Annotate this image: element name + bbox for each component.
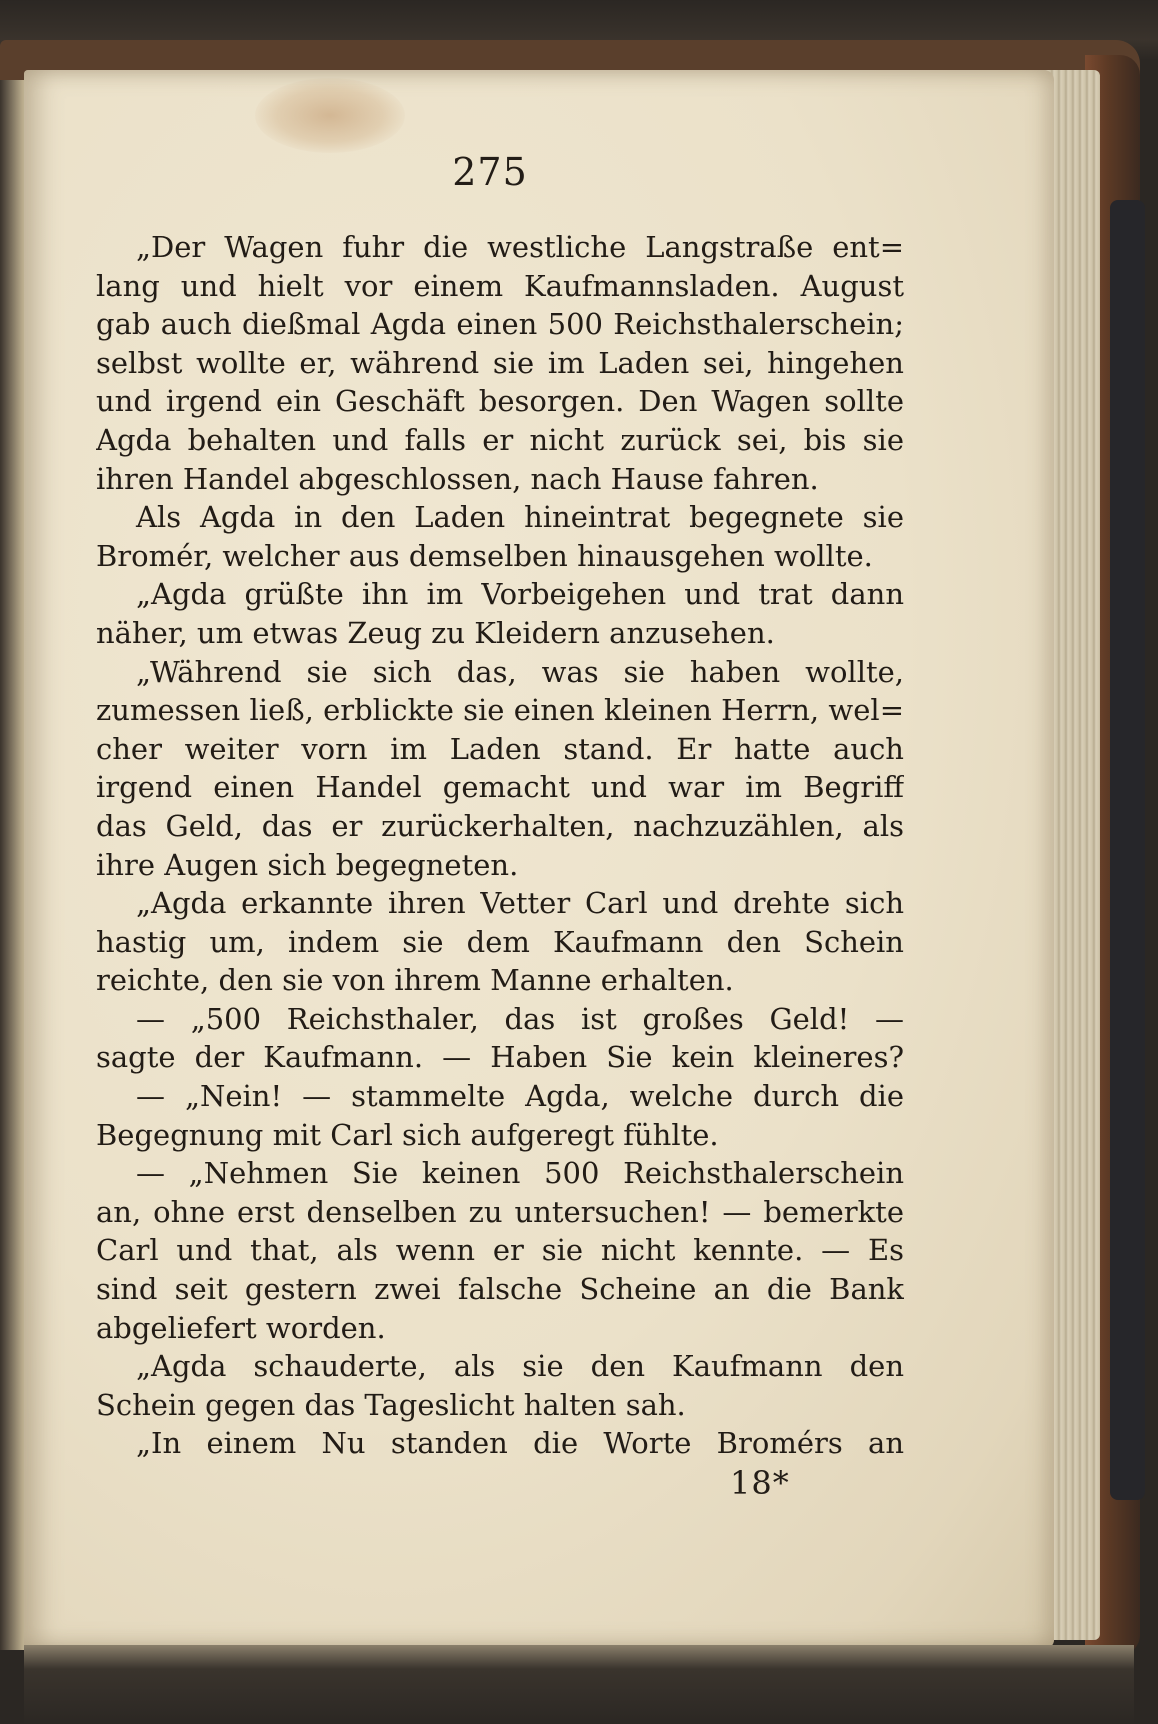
- text-line: „Während sie sich das, was sie haben wollte,: [136, 654, 904, 689]
- text-line: und irgend ein Geschäft besorgen. Den Wagen sollte: [96, 384, 904, 419]
- text-line: „Agda grüßte ihn im Vorbeigehen und trat dann: [136, 577, 904, 612]
- text-line: gab auch dießmal Agda einen 500 Reichsthalerschein;: [96, 307, 904, 342]
- text-line: cher weiter vorn im Laden stand. Er hatte auch: [96, 731, 904, 766]
- text-line: an, ohne erst denselben zu untersuchen! — bemerkte: [96, 1194, 904, 1229]
- text-line: abgeliefert worden.: [96, 1310, 386, 1345]
- text-line: — „Nehmen Sie keinen 500 Reichsthalerschein: [136, 1156, 904, 1191]
- text-line: das Geld, das er zurückerhalten, nachzuzählen, als: [96, 808, 904, 843]
- text-line: zumessen ließ, erblickte sie einen kleinen Herrn, wel=: [96, 693, 904, 728]
- text-line: Begegnung mit Carl sich aufgeregt fühlte.: [96, 1117, 719, 1152]
- book-spine-shadow: [1110, 200, 1145, 1500]
- signature-mark: 18*: [730, 1464, 790, 1502]
- text-line: „Agda schauderte, als sie den Kaufmann den: [136, 1349, 904, 1384]
- text-line: hastig um, indem sie dem Kaufmann den Schein: [96, 924, 904, 959]
- text-line: — „Nein! — stammelte Agda, welche durch die: [136, 1079, 904, 1114]
- text-line: Schein gegen das Tageslicht halten sah.: [96, 1387, 686, 1422]
- text-line: „Der Wagen fuhr die westliche Langstraße ent=: [136, 230, 904, 264]
- text-line: ihre Augen sich begegneten.: [96, 847, 519, 882]
- text-line: reichte, den sie von ihrem Manne erhalten.: [96, 963, 734, 998]
- text-line: sagte der Kaufmann. — Haben Sie kein kleineres?: [96, 1040, 904, 1075]
- text-line: Agda behalten und falls er nicht zurück sei, bis sie: [96, 422, 904, 457]
- text-line: „In einem Nu standen die Worte Bromérs an: [136, 1426, 904, 1461]
- text-line: Bromér, welcher aus demselben hinausgehen wollte.: [96, 538, 873, 573]
- text-line: näher, um etwas Zeug zu Kleidern anzusehen.: [96, 615, 775, 650]
- text-line: irgend einen Handel gemacht und war im Begriff: [96, 770, 904, 805]
- book-bottom-edge: [24, 1645, 1134, 1724]
- text-line: „Agda erkannte ihren Vetter Carl und drehte sich: [136, 886, 904, 921]
- text-line: Carl und that, als wenn er sie nicht kennte. — Es: [96, 1233, 904, 1268]
- page-stain: [255, 78, 405, 153]
- page-text: [96, 228, 904, 1463]
- text-line: Als Agda in den Laden hineintrat begegnete sie: [136, 500, 904, 535]
- text-line: — „500 Reichsthaler, das ist großes Geld! —: [136, 1001, 904, 1036]
- text-line: lang und hielt vor einem Kaufmannsladen. August: [96, 268, 904, 303]
- text-line: selbst wollte er, während sie im Laden sei, hingehen: [96, 345, 904, 380]
- page-number: 275: [452, 150, 528, 194]
- text-line: ihren Handel abgeschlossen, nach Hause fahren.: [96, 461, 819, 496]
- text-line: sind seit gestern zwei falsche Scheine an die Bank: [96, 1272, 904, 1307]
